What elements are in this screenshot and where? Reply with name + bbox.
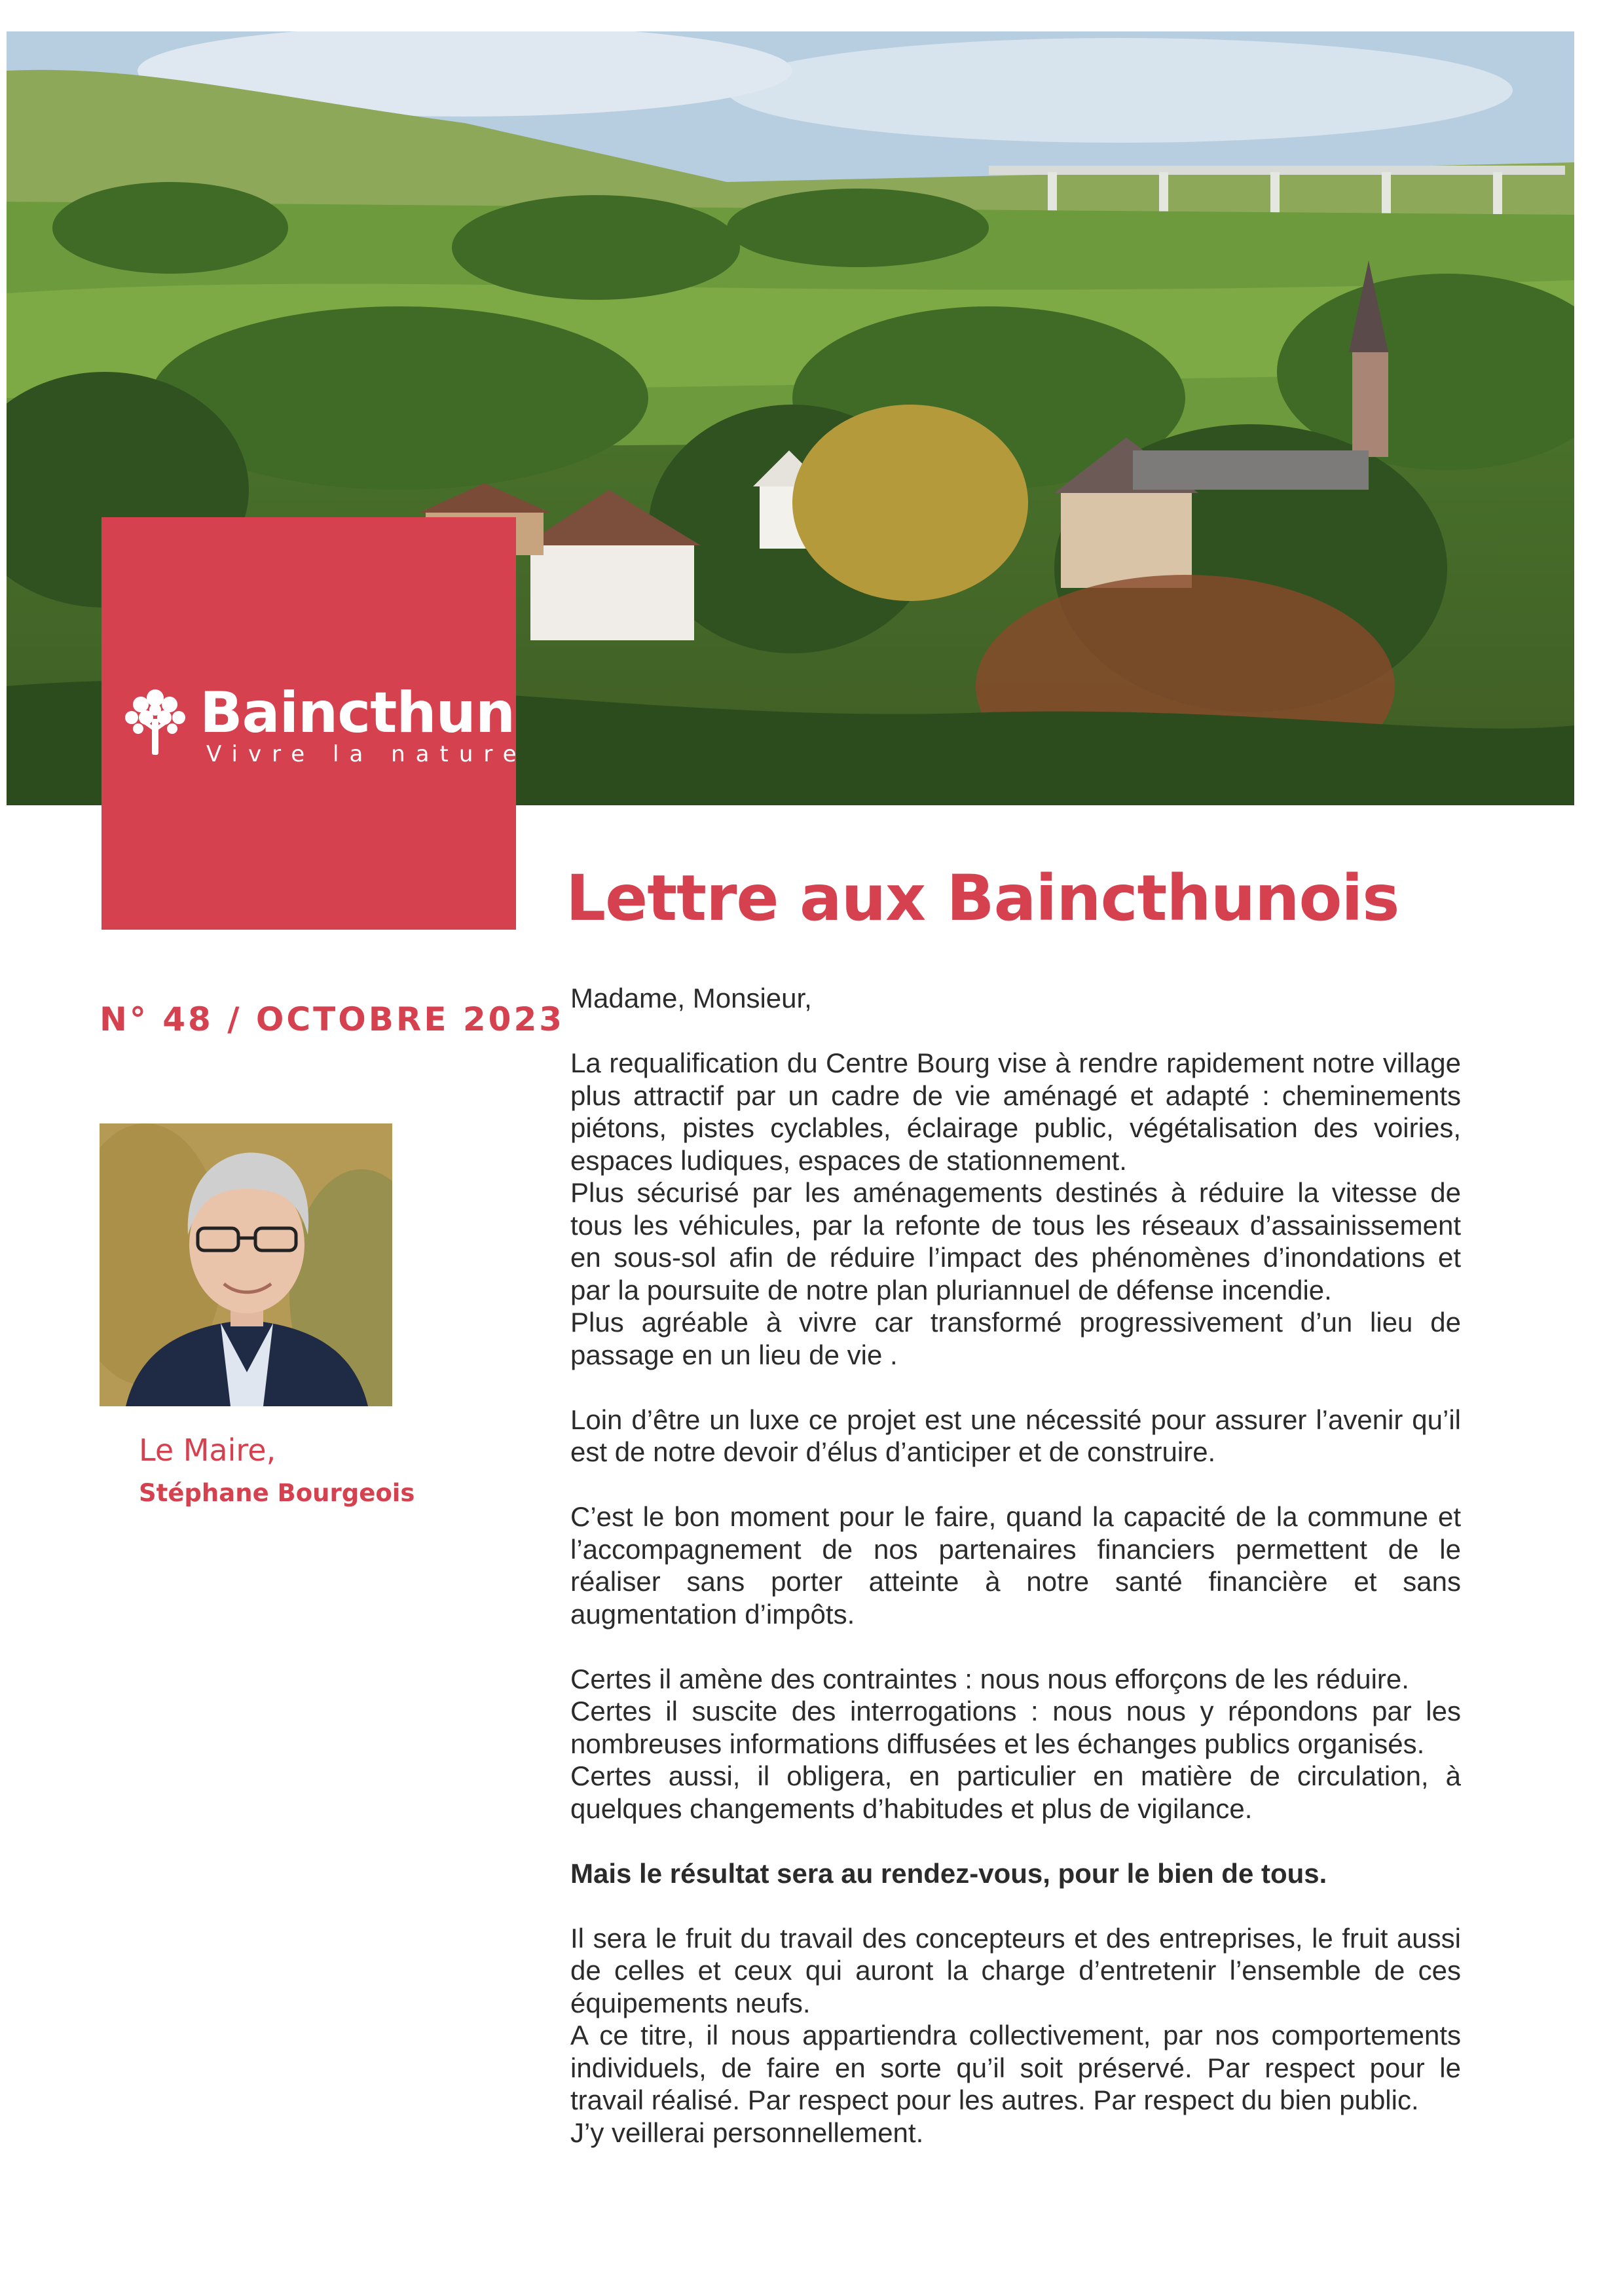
mayor-portrait-photo [100,1123,392,1406]
letter-body [570,982,1461,2149]
mayor-name: Stéphane Bourgeois [139,1479,415,1507]
logo-name: Baincthun [200,680,515,746]
page-title: Lettre aux Baincthunois [566,862,1399,935]
letter-salutation: Madame, Monsieur, [570,983,812,1013]
letter-signoff: J’y veillerai personnellement. [570,2117,924,2148]
letter-paragraph: Certes aussi, il obligera, en particulier en matière de circulation, à quelques changements d’habitudes et plus de vigilance. [570,1760,1461,1824]
mayor-portrait-illustration [100,1123,392,1406]
logo-block [101,517,527,930]
letter-paragraph: Il sera le fruit du travail des concepteurs et des entreprises, le fruit aussi de celles et ceux qui auront la charge d’entretenir l’ensemble de ces équipements neufs. [570,1922,1461,2018]
letter-highlight: Mais le résultat sera au rendez-vous, pour le bien de tous. [570,1857,1327,1889]
letter-paragraph: Loin d’être un luxe ce projet est une nécessité pour assurer l’avenir qu’il est de notre devoir d’élus d’anticiper et de construire. [570,1404,1461,1467]
mayor-role: Le Maire, [139,1432,276,1468]
letter-paragraph: Certes il suscite des interrogations : nous nous y répondons par les nombreuses informations diffusées et les échanges publics organisés. [570,1696,1461,1759]
issue-number: N° 48 / OCTOBRE 2023 [100,1000,565,1038]
logo-tagline: Vivre la nature [206,741,527,767]
letter-paragraph: Plus agréable à vivre car transformé progressivement d’un lieu de passage en un lieu de vie . [570,1307,1461,1370]
letter-paragraph: La requalification du Centre Bourg vise à rendre rapidement notre village plus attractif par un cadre de vie aménagé et adapté : cheminements piétons, pistes cyclables, éclairage public, végétalisation des voiries, espaces ludiques, espaces de stationnement. [570,1048,1461,1176]
letter-paragraph: C’est le bon moment pour le faire, quand la capacité de la commune et l’accompagnement de nos partenaires financiers permettent de le réaliser sans porter atteinte à notre santé financière et sans augmentation d’impôts. [570,1501,1461,1630]
letter-paragraph: Certes il amène des contraintes : nous nous efforçons de les réduire. [570,1663,1409,1694]
letter-paragraph: Plus sécurisé par les aménagements destinés à réduire la vitesse de tous les véhicules, par la refonte de tous les réseaux d’assainissement en sous-sol afin de réduire l’impact des phénomènes d’inondations et par la poursuite de notre plan pluriannuel de défense incendie. [570,1177,1461,1305]
letter-paragraph: A ce titre, il nous appartiendra collectivement, par nos comportements individuels, de faire en sorte qu’il soit préservé. Par respect pour le travail réalisé. Par respect pour les autres. Par respect du bien public. [570,2020,1461,2115]
tree-icon [116,680,194,758]
